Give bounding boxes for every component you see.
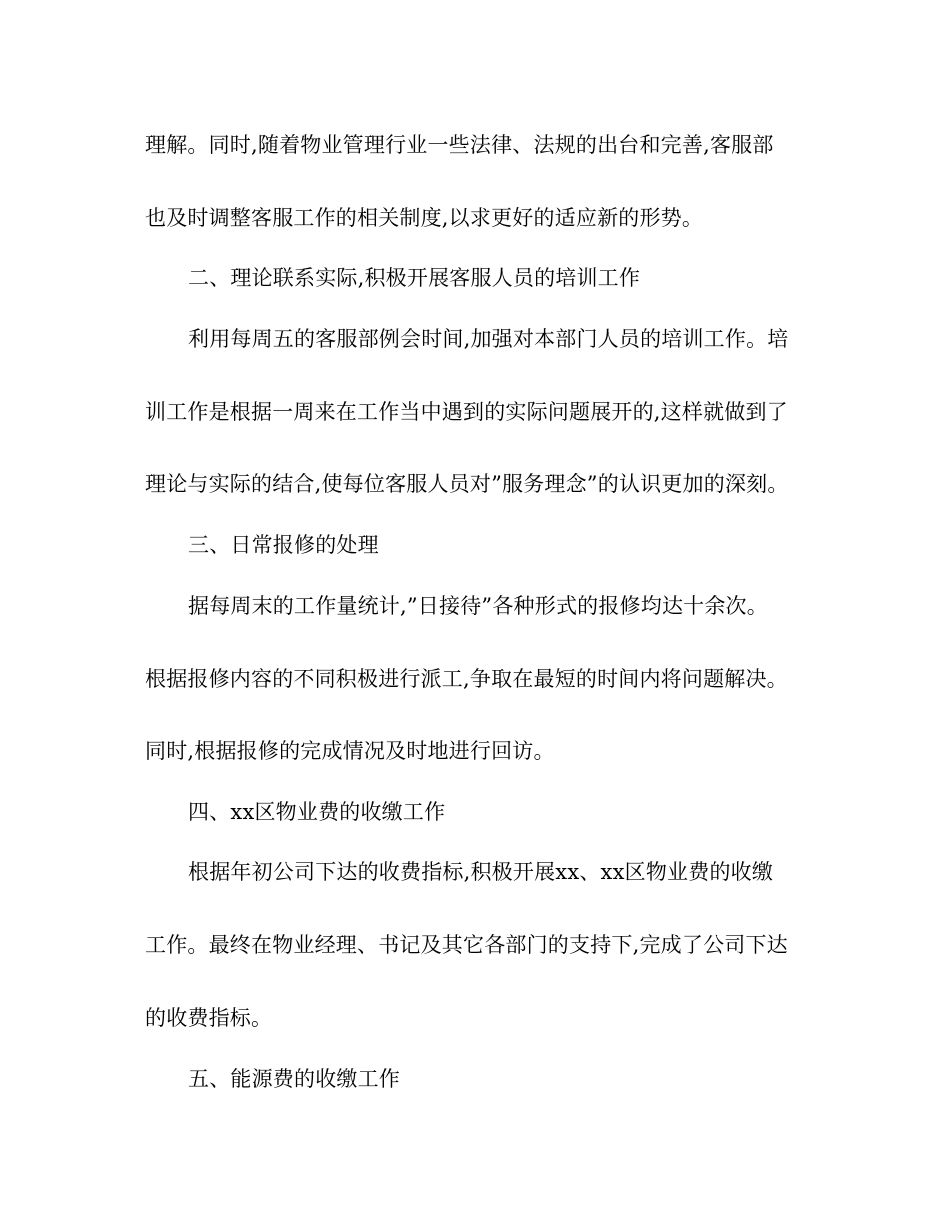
paragraph-line: 同时,根据报修的完成情况及时地进行回访。 bbox=[145, 739, 555, 763]
paragraph-line: 训工作是根据一周来在工作当中遇到的实际问题展开的,这样就做到了 bbox=[145, 400, 788, 424]
paragraph-line: 利用每周五的客服部例会时间,加强对本部门人员的培训工作。培 bbox=[188, 327, 789, 351]
section-heading: 四、xx区物业费的收缴工作 bbox=[188, 800, 446, 824]
paragraph-line: 理论与实际的结合,使每位客服人员对”服务理念”的认识更加的深刻。 bbox=[145, 472, 789, 496]
paragraph-line: 根据报修内容的不同积极进行派工,争取在最短的时间内将问题解决。 bbox=[145, 667, 788, 691]
section-heading: 二、理论联系实际,积极开展客服人员的培训工作 bbox=[188, 266, 641, 290]
paragraph-line: 的收费指标。 bbox=[145, 1006, 273, 1030]
paragraph-line: 也及时调整客服工作的相关制度,以求更好的适应新的形势。 bbox=[145, 206, 704, 230]
paragraph-line: 根据年初公司下达的收费指标,积极开展xx、xx区物业费的收缴 bbox=[188, 860, 774, 884]
section-heading: 三、日常报修的处理 bbox=[188, 533, 379, 557]
paragraph-line: 工作。最终在物业经理、书记及其它各部门的支持下,完成了公司下达 bbox=[145, 933, 788, 957]
paragraph-line: 理解。同时,随着物业管理行业一些法律、法规的出台和完善,客服部 bbox=[145, 133, 774, 157]
section-heading: 五、能源费的收缴工作 bbox=[188, 1067, 400, 1091]
paragraph-line: 据每周末的工作量统计,”日接待”各种形式的报修均达十余次。 bbox=[188, 594, 768, 618]
